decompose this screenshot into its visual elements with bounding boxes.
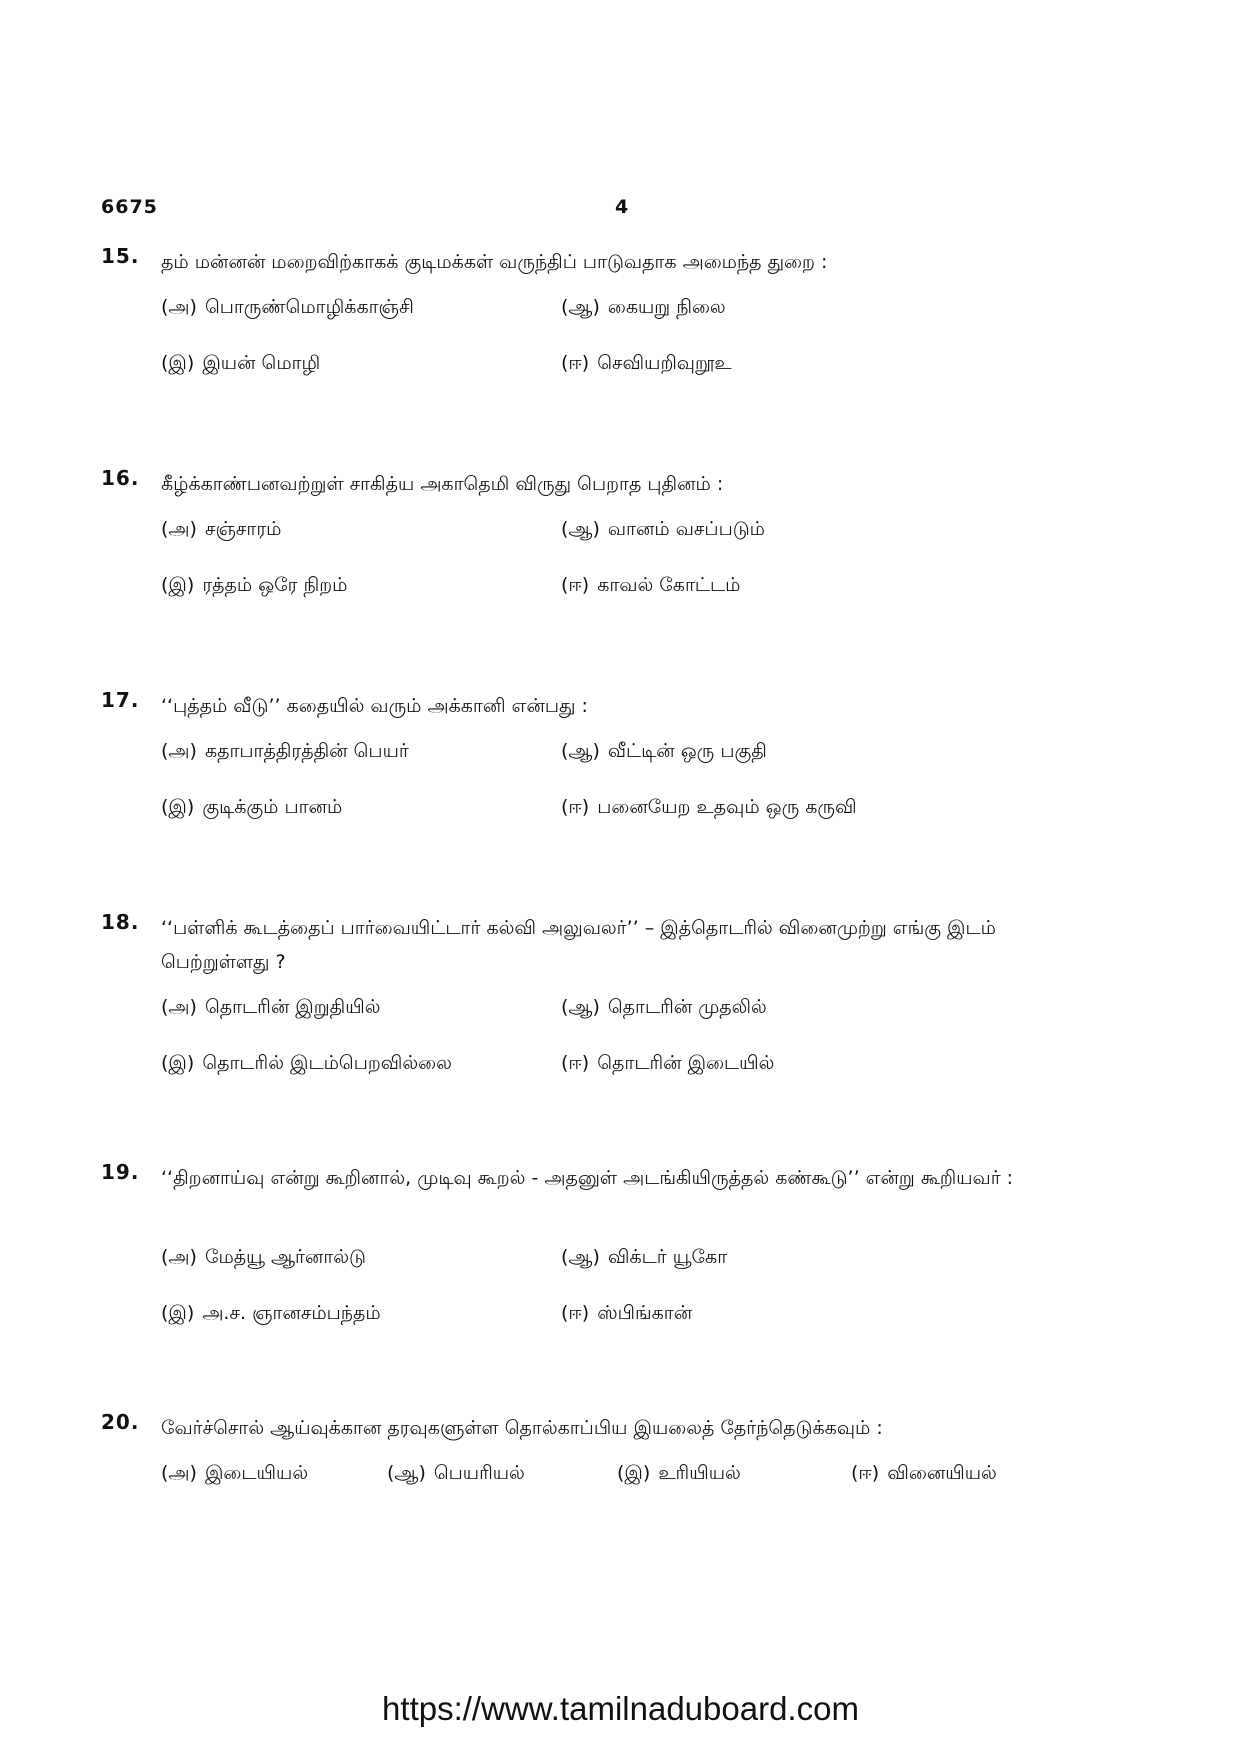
option-label: (அ) [161,1462,197,1484]
option-ii [561,1052,774,1077]
option-row [161,996,1121,1030]
option-text: விக்டர் யூகோ [607,1246,728,1268]
option-aa [561,996,767,1021]
option-label: (ஈ) [561,352,590,374]
option-text: இடையியல் [204,1462,309,1484]
paper-code: 6675 [101,196,158,218]
option-i [161,1302,381,1327]
option-ii [561,1302,692,1327]
option-row [161,352,1121,386]
option-label: (இ) [161,574,195,596]
page-header [101,196,1141,226]
option-text: அ.ச. ஞானசம்பந்தம் [202,1302,381,1324]
option-label: (அ) [161,740,197,762]
option-row [161,574,1121,608]
option-row [161,1302,1121,1336]
option-label: (ஈ) [561,1052,590,1074]
option-text: தொடரின் முதலில் [607,996,767,1018]
option-label: (ஆ) [561,296,600,318]
option-label: (இ) [617,1462,651,1484]
question-text: வேர்ச்சொல் ஆய்வுக்கான தரவுகளுள்ள தொல்காப்பிய இயலைத் தேர்ந்தெடுக்கவும் : [161,1417,883,1439]
option-aa [561,1246,727,1271]
option-a [161,518,281,543]
option-a [161,296,414,321]
option-label: (ஆ) [561,740,600,762]
option-label: (இ) [161,1052,195,1074]
option-text: வானம் வசப்படும் [607,518,765,540]
question-number: 18. [101,910,140,934]
option-label: (ஈ) [561,574,590,596]
option-label: (ஈ) [851,1462,880,1484]
option-ii [561,574,740,599]
option-text: பனையேற உதவும் ஒரு கருவி [597,796,857,818]
page-number: 4 [615,196,629,218]
option-i [161,574,347,599]
option-text: குடிக்கும் பானம் [202,796,343,818]
option-label: (அ) [161,518,197,540]
option-text: காவல் கோட்டம் [597,574,741,596]
question-number: 17. [101,688,140,712]
option-text: வீட்டின் ஒரு பகுதி [607,740,767,762]
option-text: தொடரில் இடம்பெறவில்லை [202,1052,452,1074]
option-row [161,518,1121,552]
option-label: (இ) [161,352,195,374]
option-label: (ஈ) [561,1302,590,1324]
option-label: (இ) [161,1302,195,1324]
option-text: செவியறிவுறூஉ [597,352,732,374]
option-a [161,1462,308,1487]
option-text: பொருண்மொழிக்காஞ்சி [204,296,414,318]
question-number: 15. [101,244,140,268]
option-row [161,740,1121,774]
option-label: (ஆ) [561,518,600,540]
question-text: ‘‘திறனாய்வு என்று கூறினால், முடிவு கூறல் - அதனுள் அடங்கியிருத்தல் கண்கூடு’’ என்று கூறியவர் : [161,1167,1014,1189]
option-text: தொடரின் இடையில் [597,1052,775,1074]
question-number: 19. [101,1160,140,1184]
option-text: பெயரியல் [433,1462,525,1484]
option-aa [561,740,767,765]
option-row [161,296,1121,330]
option-label: (இ) [161,796,195,818]
option-a [161,1246,366,1271]
option-label: (அ) [161,296,197,318]
option-row [161,1462,1121,1496]
question-text: ‘‘பள்ளிக் கூடத்தைப் பார்வையிட்டார் கல்வி அலுவலர்’’ – இத்தொடரில் வினைமுற்று எங்கு இடம் பெற்றுள்ளது ? [161,917,996,973]
option-label: (அ) [161,1246,197,1268]
option-label: (ஆ) [387,1462,426,1484]
option-text: ரத்தம் ஒரே நிறம் [202,574,348,596]
option-i [161,796,342,821]
option-ii [561,352,732,377]
question-number: 16. [101,466,140,490]
option-row [161,1052,1121,1086]
question-text: தம் மன்னன் மறைவிற்காகக் குடிமக்கள் வருந்திப் பாடுவதாக அமைந்த துறை : [161,251,828,273]
option-i [617,1462,741,1487]
option-text: இயன் மொழி [202,352,321,374]
option-label: (அ) [161,996,197,1018]
option-ii [851,1462,997,1487]
option-text: ஸ்பிங்கான் [597,1302,693,1324]
source-url: https://www.tamilnaduboard.com [382,1690,859,1727]
option-aa [561,296,726,321]
question-text: ‘‘புத்தம் வீடு’’ கதையில் வரும் அக்கானி என்பது : [161,695,588,717]
option-text: மேத்யூ ஆர்னால்டு [204,1246,367,1268]
option-text: சஞ்சாரம் [204,518,282,540]
option-label: (ஆ) [561,1246,600,1268]
option-text: வினையியல் [887,1462,997,1484]
option-i [161,1052,452,1077]
option-row [161,796,1121,830]
option-text: உரியியல் [658,1462,741,1484]
option-i [161,352,320,377]
option-aa [561,518,765,543]
option-text: கதாபாத்திரத்தின் பெயர் [204,740,409,762]
option-a [161,996,381,1021]
question-number: 20. [101,1410,140,1434]
option-label: (ஆ) [561,996,600,1018]
option-text: கையறு நிலை [607,296,726,318]
option-row [161,1246,1121,1280]
option-aa [387,1462,525,1487]
question-text: கீழ்க்காண்பனவற்றுள் சாகித்ய அகாதெமி விருது பெறாத புதினம் : [161,473,724,495]
option-text: தொடரின் இறுதியில் [204,996,381,1018]
option-ii [561,796,857,821]
option-a [161,740,409,765]
option-label: (ஈ) [561,796,590,818]
